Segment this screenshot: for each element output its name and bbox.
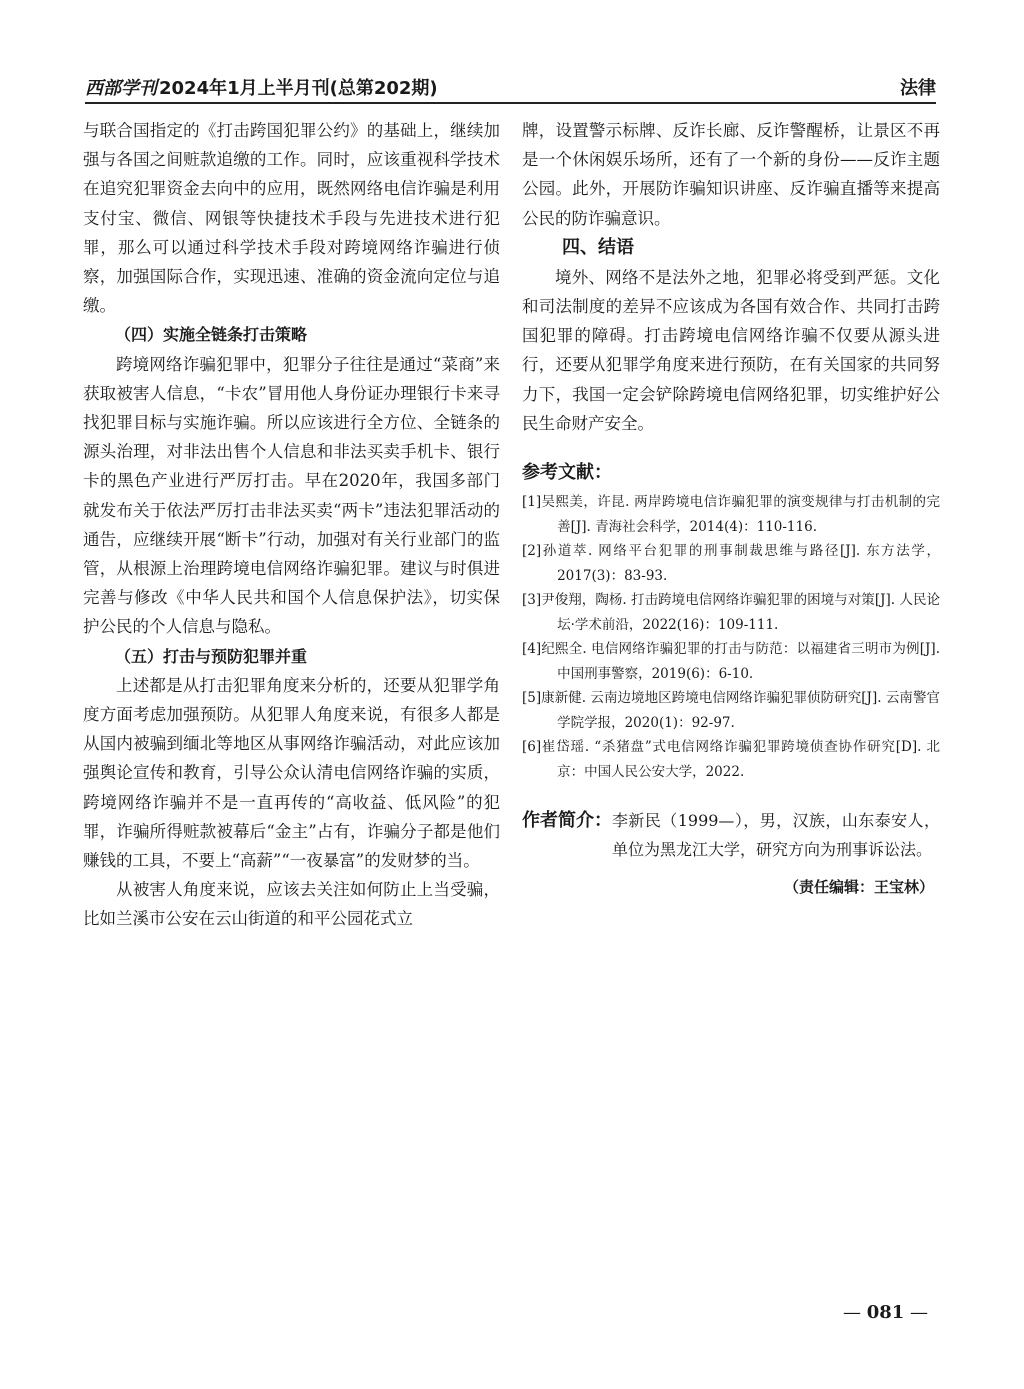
journal-issue [85,74,438,100]
body-paragraph: 牌，设置警示标牌、反诈长廊、反诈警醒桥，让景区不再是一个休闲娱乐场所，还有了一个新的身份——反诈主题公园。此外，开展防诈骗知识讲座、反诈骗直播等来提高公民的防诈骗意识。 [522,121,940,228]
reference-item: [1]吴熙美，许昆. 两岸跨境电信诈骗犯罪的演变规律与打击机制的完善[J]. 青海社会科学，2014(4)：110-116. [522,494,940,535]
right-column [522,116,940,897]
page-number-dash: — [904,1302,928,1323]
page-header [85,68,936,104]
references-title: 参考文献： [522,462,612,484]
reference-item: [5]康新健. 云南边境地区跨境电信网络诈骗犯罪侦防研究[J]. 云南警官学院学报，2020(1)：92-97. [522,690,940,731]
subsection-heading: （四）实施全链条打击策略 [115,325,308,345]
page-number-value: 081 [866,1302,905,1323]
references-list [522,490,940,784]
reference-item: [4]纪熙全. 电信网络诈骗犯罪的打击与防范：以福建省三明市为例[J]. 中国刑事警察，2019(6)：6-10. [522,641,940,682]
page-number-dash: — [842,1302,867,1323]
reference-item: [2]孙道萃. 网络平台犯罪的刑事制裁思维与路径[J]. 东方法学，2017(3)：83-93. [522,543,940,584]
author-text: 李新民（1999—），男，汉族，山东泰安人，单位为黑龙江大学，研究方向为刑事诉讼法。 [612,811,940,860]
editor-credit: （责任编辑：王宝林） [783,878,934,897]
left-column [83,116,500,934]
reference-item: [3]尹俊翔，陶杨. 打击跨境电信网络诈骗犯罪的困境与对策[J]. 人民论坛·学术前沿，2022(16)：109-111. [522,592,940,633]
section-heading: 四、结语 [562,236,634,258]
body-paragraph: 境外、网络不是法外之地，犯罪必将受到严惩。文化和司法制度的差异不应该成为各国有效合作、共同打击跨国犯罪的障碍。打击跨境电信网络诈骗不仅要从源头进行，还要从犯罪学角度来进行预防，在有关国家的共同努力下，我国一定会铲除跨境电信网络犯罪，切实维护好公民生命财产安全。 [522,267,940,433]
body-paragraph: 与联合国指定的《打击跨国犯罪公约》的基础上，继续加强与各国之间赃款追缴的工作。同时，应该重视科学技术在追究犯罪资金去向中的应用，既然网络电信诈骗是利用支付宝、微信、网银等快捷技术手段与先进技术进行犯罪，那么可以通过科学技术手段对跨境网络诈骗进行侦察，加强国际合作，实现迅速、准确的资金流向定位与追缴。 [83,121,500,316]
journal-logo: 西部学刊 [85,78,157,99]
body-paragraph: 上述都是从打击犯罪角度来分析的，还要从犯罪学角度方面考虑加强预防。从犯罪人角度来说，有很多人都是从国内被骗到缅北等地区从事网络诈骗活动，对此应该加强舆论宣传和教育，引导公众认清电信网络诈骗的实质，跨境网络诈骗并不是一直再传的“高收益、低风险”的犯罪，诈骗所得赃款被幕后“金主”占有，诈骗分子都是他们赚钱的工具，不要上“高薪”“一夜暴富”的发财梦的当。 [83,675,500,871]
body-paragraph: 跨境网络诈骗犯罪中，犯罪分子往往是通过“菜商”来获取被害人信息，“卡农”冒用他人身份证办理银行卡来寻找犯罪目标与实施诈骗。所以应该进行全方位、全链条的源头治理，对非法出售个人信息和非法买卖手机卡、银行卡的黑色产业进行严厉打击。早在2020年，我国多部门就发布关于依法严厉打击非法买卖“两卡”违法犯罪活动的通告，应继续开展“断卡”行动，加强对有关行业部门的监管，从根源上治理跨境电信网络诈骗犯罪。建议与时俱进完善与修改《中华人民共和国个人信息保护法》，切实保护公民的个人信息与隐私。 [83,354,500,637]
section-label: 法律 [900,78,936,99]
author-bio [522,806,940,864]
reference-item: [6]崔岱瑶. “杀猪盘”式电信网络诈骗犯罪跨境侦查协作研究[D]. 北京：中国人民公安大学，2022. [522,739,940,780]
body-paragraph: 从被害人角度来说，应该去关注如何防止上当受骗，比如兰溪市公安在云山街道的和平公园花式立 [83,880,500,929]
issue-label: 2024年1月上半月刊(总第202期) [159,78,438,99]
page-number [843,1302,928,1323]
author-label: 作者简介： [522,810,612,832]
subsection-heading: （五）打击与预防犯罪并重 [115,646,308,666]
